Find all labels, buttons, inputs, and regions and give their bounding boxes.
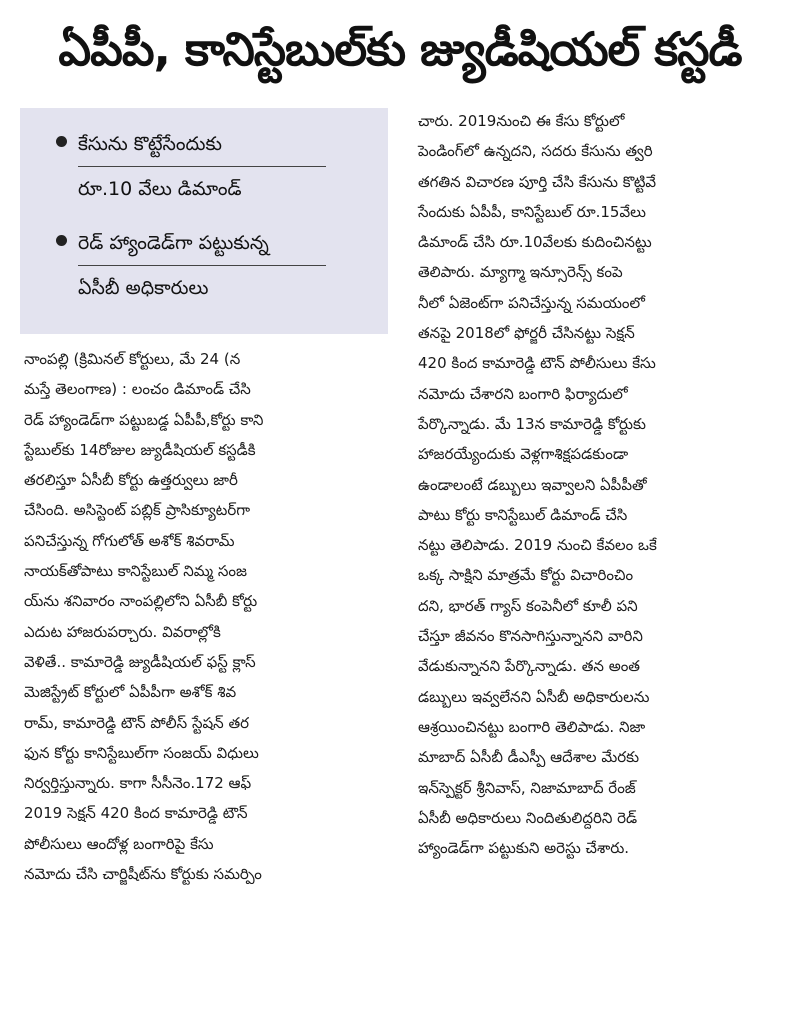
article-column-right xyxy=(418,106,784,863)
article-line: డిమాండ్ చేసి రూ.10వేలకు కుదించినట్టు xyxy=(418,233,652,252)
article-line: పేర్కొన్నాడు. మే 13న కామారెడ్డి కోర్టుకు xyxy=(418,414,646,433)
article-line: వేడుకున్నానని పేర్కొన్నాడు. తన అంత xyxy=(418,657,640,676)
article-line: పెండింగ్‌లో ఉన్నదని, సదరు కేసును త్వరి xyxy=(418,142,653,161)
highlight-line: ఏసీబీ అధికారులు xyxy=(78,277,209,299)
bullet-icon xyxy=(56,136,67,147)
article-line: నిర్వర్తిస్తున్నారు. కాగా సీసీనెం.172 ఆఫ్ xyxy=(24,774,252,793)
article-line: నట్టు తెలిపాడు. 2019 నుంచి కేవలం ఒకే xyxy=(418,536,657,555)
article-line: మాబాద్ ఏసీబీ డీఎస్పీ ఆదేశాల మేరకు xyxy=(418,748,640,767)
article-line: ఇన్‌స్పెక్టర్ శ్రీనివాస్, నిజామాబాద్ రేంజ్ xyxy=(418,778,636,797)
article-line: ఏసీబీ అధికారులు నిందితులిద్దరిని రెడ్ xyxy=(418,808,638,827)
bullet-icon xyxy=(56,235,67,246)
article-line: వెళితే.. కామారెడ్డి జ్యుడీషియల్ ఫస్ట్ క్లాస్ xyxy=(24,652,256,671)
article-line: తగతిన విచారణ పూర్తి చేసి కేసును కొట్టివే xyxy=(418,172,657,191)
article-line: దని, భారత్ గ్యాస్ కంపెనీలో కూలీ పని xyxy=(418,596,638,615)
article-line: ఒక్క సాక్షిని మాత్రమే కోర్టు విచారించిం xyxy=(418,566,634,585)
article-line: డబ్బులు ఇవ్వలేనని ఏసీబీ అధికారులను xyxy=(418,687,650,706)
highlight-line: రూ.10 వేలు డిమాండ్ xyxy=(78,178,242,200)
highlight-box xyxy=(20,108,388,334)
article-column-left xyxy=(24,344,390,889)
article-line: చేస్తూ జీవనం కొనసాగిస్తున్నానని వారిని xyxy=(418,627,643,646)
article-line: రెడ్ హ్యాండెడ్‌గా పట్టుబడ్డ ఏపీపీ,కోర్టు కాని xyxy=(24,410,264,429)
highlight-item xyxy=(56,221,388,310)
article-line: నాంపల్లి (క్రిమినల్ కోర్టులు, మే 24 (న xyxy=(24,350,241,368)
article-line: తెలిపారు. మ్యాగ్మా ఇన్సూరెన్స్ కంపె xyxy=(418,263,623,282)
highlight-line: కేసును కొట్టేసేందుకు xyxy=(78,122,326,167)
article-line: నమోదు చేశారని బంగారి ఫిర్యాదులో xyxy=(418,384,628,403)
article-line: హాజరయ్యేందుకు వెళ్లగాశిక్షపడకుండా xyxy=(418,445,629,464)
article-line: నాయక్‌తోపాటు కానిస్టేబుల్ నిమ్మ సంజ xyxy=(24,562,248,581)
article-line: హ్యాండెడ్‌గా పట్టుకుని అరెస్టు చేశారు. xyxy=(418,839,630,858)
article-line: 2019 సెక్షన్ 420 కింద కామారెడ్డి టౌన్ xyxy=(24,804,248,823)
article-line: ఎదుట హాజరుపర్చారు. వివరాల్లోకి xyxy=(24,622,221,641)
article-line: స్టేబుల్‌కు 14రోజుల జ్యుడీషియల్ కస్టడీకి xyxy=(24,440,256,459)
article-line: య్‌ను శనివారం నాంపల్లిలోని ఏసీబీ కోర్టు xyxy=(24,592,258,611)
article-line: నీలో ఏజెంట్‌గా పనిచేస్తున్న సమయంలో xyxy=(418,293,645,312)
article-line: తనపై 2018లో ఫోర్జరీ చేసినట్టు సెక్షన్ xyxy=(418,324,635,343)
article-line: తరలిస్తూ ఏసీబీ కోర్టు ఉత్తర్వులు జారీ xyxy=(24,471,238,490)
article-line: చారు. 2019నుంచి ఈ కేసు కోర్టులో xyxy=(418,112,625,130)
article-line: నమోదు చేసి చార్జిషీట్‌ను కోర్టుకు సమర్పిం xyxy=(24,865,262,884)
article-line: మెజిస్ట్రేట్ కోర్టులో ఏపీపీగా అశోక్ శివ xyxy=(24,683,237,702)
highlight-item xyxy=(56,122,388,211)
article-line: మస్తే తెలంగాణ) : లంచం డిమాండ్ చేసి xyxy=(24,380,251,399)
headline: ఏపీపీ, కానిస్టేబుల్‌కు జ్యుడీషియల్ కస్టడీ xyxy=(58,22,742,76)
article-line: పోలీసులు ఆందోళ్ల బంగారిపై కేసు xyxy=(24,834,214,853)
article-line: ఉండాలంటే డబ్బులు ఇవ్వాలని ఏపీపీతో xyxy=(418,475,647,494)
highlight-line: రెడ్ హ్యాండెడ్‌గా పట్టుకున్న xyxy=(78,221,326,266)
article-line: రామ్, కామారెడ్డి టౌన్ పోలీస్ స్టేషన్ తర xyxy=(24,713,250,732)
article-line: 420 కింద కామారెడ్డి టౌన్ పోలీసులు కేసు xyxy=(418,354,656,373)
article-line: ఆశ్రయించినట్టు బంగారి తెలిపాడు. నిజా xyxy=(418,717,646,736)
article-line: ఫున కోర్టు కానిస్టేబుల్‌గా సంజయ్ విధులు xyxy=(24,743,259,762)
article-line: పనిచేస్తున్న గోగులోత్ అశోక్ శివరామ్ xyxy=(24,531,235,550)
article-line: సేందుకు ఏపీపీ, కానిస్టేబుల్ రూ.15వేలు xyxy=(418,202,646,221)
article-line: చేసింది. అసిస్టెంట్ పబ్లిక్ ప్రాసిక్యూటర్‌గా xyxy=(24,501,251,520)
article-line: పాటు కోర్టు కానిస్టేబుల్ డిమాండ్ చేసి xyxy=(418,505,628,524)
